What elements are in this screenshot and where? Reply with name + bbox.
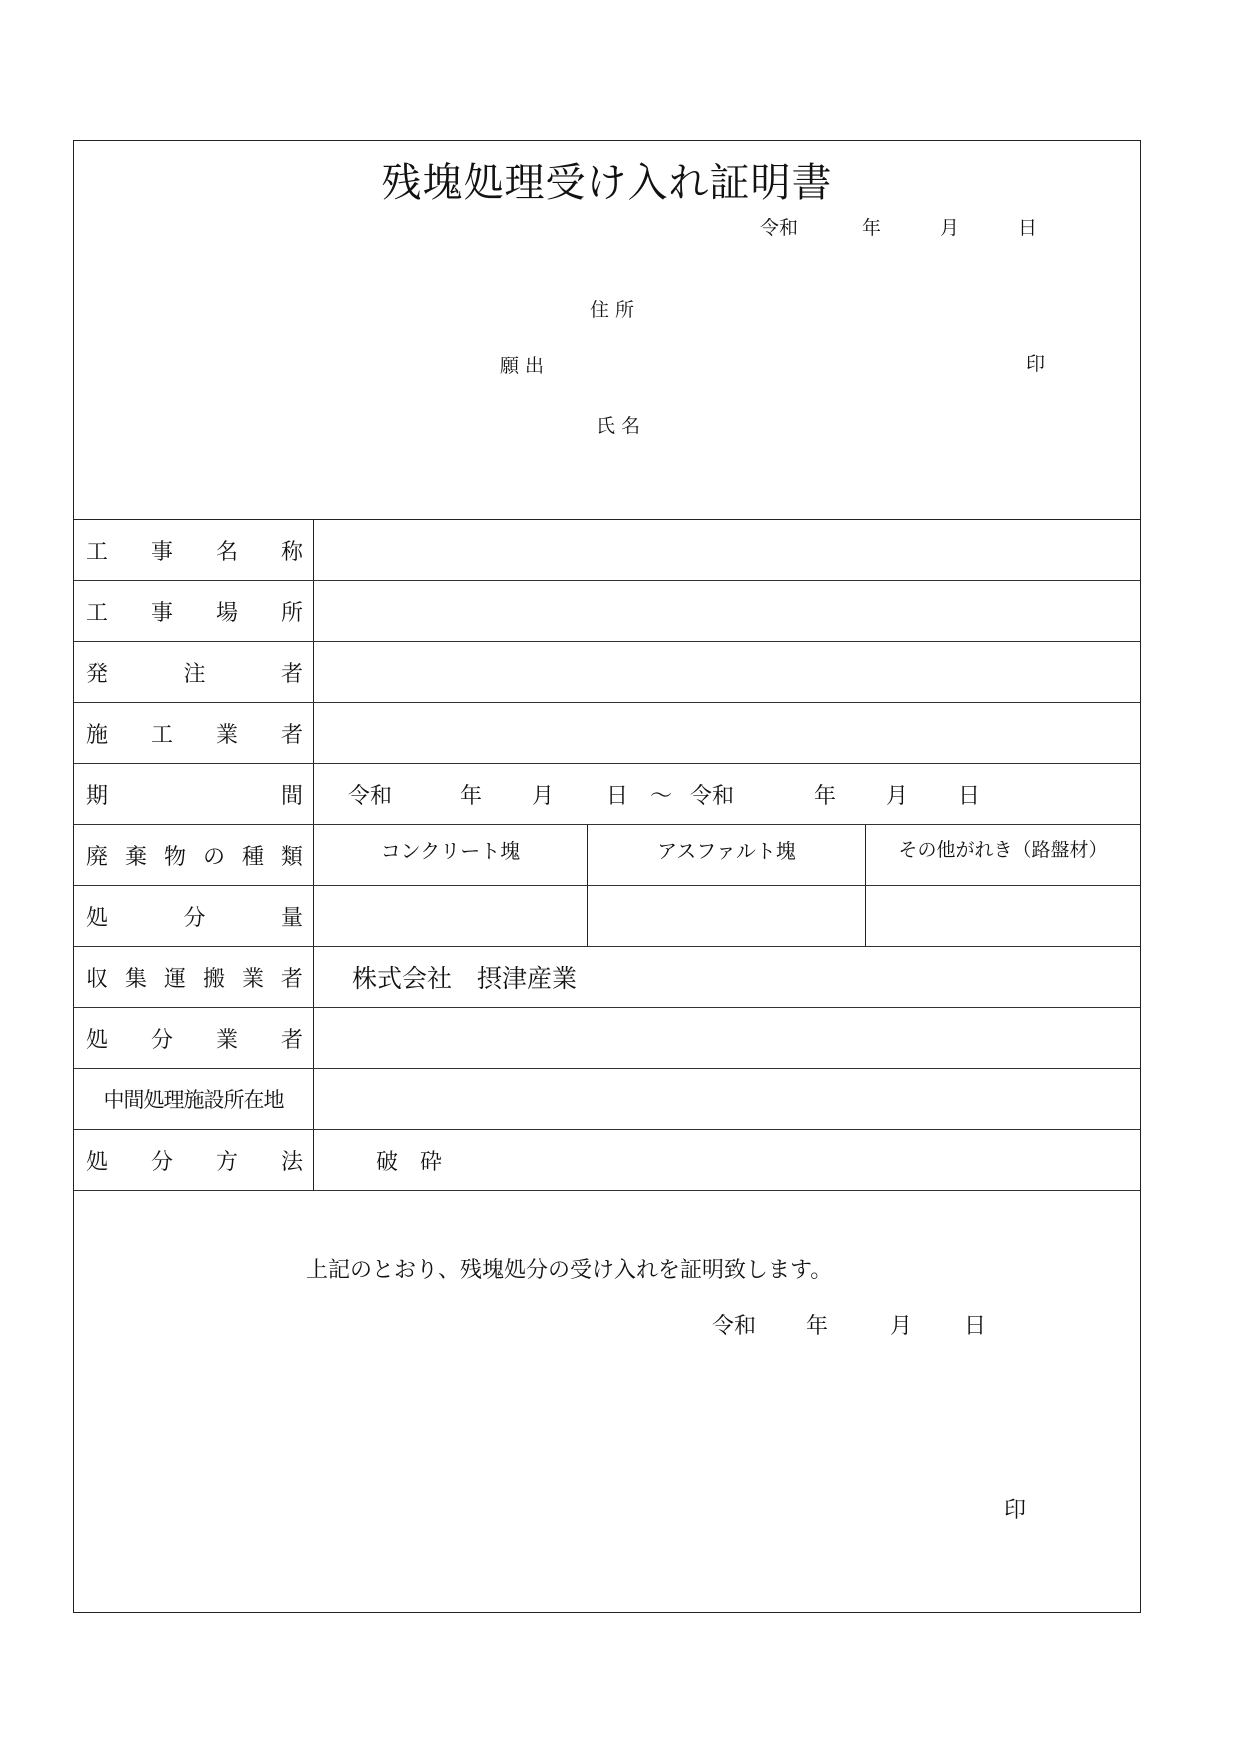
disposer-field[interactable] <box>314 1008 1140 1068</box>
waste-types-label: 廃 棄 物 の 種 類 <box>74 825 314 885</box>
header-date-era: 令和 <box>760 217 799 239</box>
footer-date-year: 年 <box>806 1314 829 1339</box>
construction-site-label: 工 事 場 所 <box>74 581 314 641</box>
applicant-label: 願 出 <box>500 355 545 377</box>
table-row-disposal-amount <box>74 886 1140 947</box>
table-row-disposal-method <box>74 1130 1140 1191</box>
footer-seal: 印 <box>1004 1498 1027 1523</box>
period-end-year: 年 <box>814 783 837 809</box>
table-row-disposer <box>74 1008 1140 1069</box>
period-end-month: 月 <box>886 783 909 809</box>
contractor-label: 施 工 業 者 <box>74 703 314 763</box>
table-row-contractor <box>74 703 1140 764</box>
waste-type-other: その他がれき（路盤材） <box>865 825 1140 885</box>
period-end-day: 日 <box>958 783 981 809</box>
certificate-form <box>73 140 1141 1613</box>
footer-date-day: 日 <box>964 1314 987 1339</box>
table-row-orderer <box>74 642 1140 703</box>
disposal-amount-asphalt-field[interactable] <box>587 886 865 946</box>
transporter-label: 収 集 運 搬 業 者 <box>74 947 314 1007</box>
table-row-waste-types <box>74 825 1140 886</box>
period-label: 期 間 <box>74 764 314 824</box>
applicant-seal: 印 <box>1026 353 1046 375</box>
facility-location-label: 中間処理施設所在地 <box>74 1069 314 1129</box>
header-date-day: 日 <box>1018 217 1038 239</box>
disposer-label: 処 分 業 者 <box>74 1008 314 1068</box>
period-start-month: 月 <box>532 783 555 809</box>
table-row-facility-location <box>74 1069 1140 1130</box>
waste-type-concrete: コンクリート塊 <box>380 839 521 863</box>
footer-date-era: 令和 <box>712 1314 757 1339</box>
period-end-era: 令和 <box>690 783 735 809</box>
disposal-method-label: 処 分 方 法 <box>74 1130 314 1190</box>
period-start-day: 日 <box>606 783 629 809</box>
facility-location-field[interactable] <box>314 1069 1140 1129</box>
disposal-amount-concrete-field[interactable] <box>314 886 587 946</box>
address-label: 住 所 <box>590 299 635 321</box>
period-separator: ～ <box>650 783 673 809</box>
period-field[interactable] <box>314 764 1140 824</box>
table-row-period <box>74 764 1140 825</box>
table-row-construction-site <box>74 581 1140 642</box>
transporter-field[interactable]: 株式会社 摂津産業 <box>352 964 578 993</box>
header-date-month: 月 <box>940 217 960 239</box>
table-row-transporter <box>74 947 1140 1008</box>
period-start-era: 令和 <box>348 783 393 809</box>
orderer-field[interactable] <box>314 642 1140 702</box>
construction-name-field[interactable] <box>314 520 1140 580</box>
contractor-field[interactable] <box>314 703 1140 763</box>
orderer-label: 発 注 者 <box>74 642 314 702</box>
construction-site-field[interactable] <box>314 581 1140 641</box>
footer-date-month: 月 <box>890 1314 913 1339</box>
disposal-amount-label: 処 分 量 <box>74 886 314 946</box>
table-row-construction-name <box>74 520 1140 581</box>
disposal-method-field[interactable]: 破 砕 <box>376 1149 443 1175</box>
details-table <box>74 519 1140 1191</box>
certification-statement: 上記のとおり、残塊処分の受け入れを証明致します。 <box>306 1258 833 1283</box>
name-label: 氏 名 <box>596 415 641 437</box>
period-start-year: 年 <box>460 783 483 809</box>
disposal-amount-other-field[interactable] <box>865 886 1140 946</box>
waste-type-asphalt: アスファルト塊 <box>587 825 865 885</box>
construction-name-label: 工 事 名 称 <box>74 520 314 580</box>
document-title: 残塊処理受け入れ証明書 <box>381 160 833 206</box>
header-date-year: 年 <box>862 217 882 239</box>
